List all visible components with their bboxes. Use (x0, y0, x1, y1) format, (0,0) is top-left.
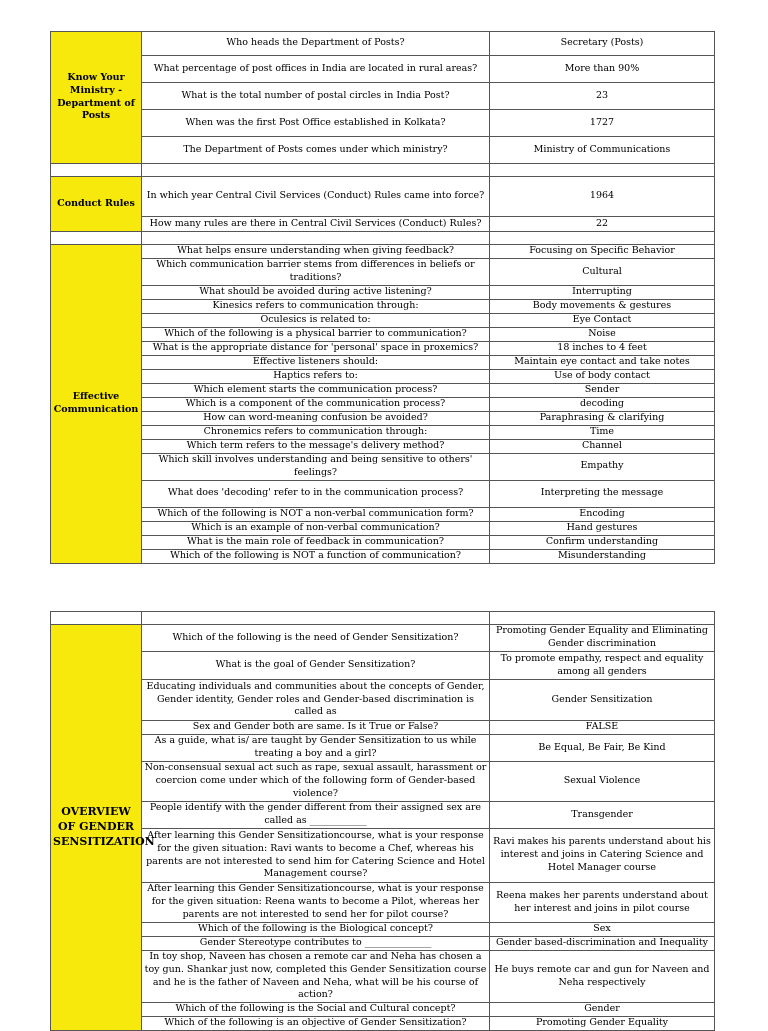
question-cell[interactable]: The Department of Posts comes under which ministry? (142, 137, 490, 164)
table-row (51, 356, 715, 370)
table-row (51, 342, 715, 356)
answer-cell[interactable]: Focusing on Specific Behavior (490, 245, 715, 259)
answer-cell[interactable]: Paraphrasing & clarifying (490, 412, 715, 426)
question-cell[interactable]: Which communication barrier stems from differences in beliefs or traditions? (142, 259, 490, 286)
table-row (51, 328, 715, 342)
table-row (51, 286, 715, 300)
table-row (51, 951, 715, 1003)
question-cell[interactable]: In toy shop, Naveen has chosen a remote car and Neha has chosen a toy gun. Shankar just now, completed this Gender Sensitization course and he is the father of Naveen and Neha, what will be his course of action? (142, 951, 490, 1003)
category-cell[interactable]: Conduct Rules (51, 177, 142, 232)
question-cell[interactable]: Effective listeners should: (142, 356, 490, 370)
quiz-table-1 (50, 31, 715, 564)
answer-cell[interactable]: decoding (490, 398, 715, 412)
answer-cell[interactable]: He buys remote car and gun for Naveen and Neha respectively (490, 951, 715, 1003)
answer-cell[interactable]: Ravi makes his parents understand about his interest and joins in Catering Science and Hotel Manager course (490, 829, 715, 883)
question-cell[interactable]: Haptics refers to: (142, 370, 490, 384)
table-row (51, 802, 715, 829)
table-row (51, 454, 715, 481)
answer-cell[interactable]: Misunderstanding (490, 549, 715, 563)
table-row (51, 245, 715, 259)
question-cell[interactable]: Which element starts the communication process? (142, 384, 490, 398)
table-row (51, 549, 715, 563)
category-cell[interactable]: Effective Communication (51, 245, 142, 564)
answer-cell[interactable]: Maintain eye contact and take notes (490, 356, 715, 370)
answer-cell[interactable]: 22 (490, 217, 715, 232)
table-row (51, 300, 715, 314)
answer-cell[interactable]: Ministry of Communications (490, 137, 715, 164)
answer-cell[interactable]: Secretary (Posts) (490, 32, 715, 56)
table-row (51, 652, 715, 680)
blank-cell[interactable] (51, 612, 142, 625)
answer-cell[interactable]: Time (490, 426, 715, 440)
question-cell[interactable]: Educating individuals and communities about the concepts of Gender, Gender identity, Gender roles and Gender-based discrimination is called as (142, 680, 490, 721)
answer-cell[interactable]: FALSE (490, 721, 715, 735)
table-row (51, 370, 715, 384)
question-cell[interactable]: Oculesics is related to: (142, 314, 490, 328)
table-row (51, 259, 715, 286)
question-cell[interactable]: After learning this Gender Sensitizationcourse, what is your response for the given situation: Ravi wants to become a Chef, whereas his parents are not interested to send him for Catering Science and Hotel Management course? (142, 829, 490, 883)
answer-cell[interactable]: Gender (490, 1003, 715, 1017)
question-cell[interactable]: What helps ensure understanding when giving feedback? (142, 245, 490, 259)
answer-cell[interactable]: Eye Contact (490, 314, 715, 328)
answer-cell[interactable]: To promote empathy, respect and equality among all genders (490, 652, 715, 680)
table-row (51, 217, 715, 232)
answer-cell[interactable]: 1727 (490, 110, 715, 137)
question-cell[interactable]: Which skill involves understanding and being sensitive to others' feelings? (142, 454, 490, 481)
question-cell[interactable]: In which year Central Civil Services (Conduct) Rules came into force? (142, 177, 490, 217)
question-cell[interactable]: People identify with the gender different from their assigned sex are called as ____________ (142, 802, 490, 829)
blank-cell[interactable] (142, 164, 490, 177)
answer-cell[interactable]: Promoting Gender Equality and Eliminating Gender discrimination (490, 625, 715, 652)
answer-cell[interactable]: Hand gestures (490, 521, 715, 535)
question-cell[interactable]: Non-consensual sexual act such as rape, sexual assault, harassment or coercion come under which of the following form of Gender-based violence? (142, 762, 490, 802)
table-row (51, 1017, 715, 1031)
blank-cell[interactable] (490, 232, 715, 245)
answer-cell[interactable]: Sex (490, 923, 715, 937)
table-row (51, 521, 715, 535)
answer-cell[interactable]: Sexual Violence (490, 762, 715, 802)
answer-cell[interactable]: Use of body contact (490, 370, 715, 384)
table-row (51, 762, 715, 802)
question-cell[interactable]: Which of the following is a physical barrier to communication? (142, 328, 490, 342)
answer-cell[interactable]: Cultural (490, 259, 715, 286)
answer-cell[interactable]: Sender (490, 384, 715, 398)
question-cell[interactable]: Sex and Gender both are same. Is it True or False? (142, 721, 490, 735)
question-cell[interactable]: What is the goal of Gender Sensitization? (142, 652, 490, 680)
question-cell[interactable]: What is the appropriate distance for 'personal' space in proxemics? (142, 342, 490, 356)
answer-cell[interactable]: Interpreting the message (490, 480, 715, 507)
answer-cell[interactable]: Be Equal, Be Fair, Be Kind (490, 735, 715, 762)
table-row (51, 937, 715, 951)
answer-cell[interactable]: Gender based-discrimination and Inequality (490, 937, 715, 951)
question-cell[interactable]: Which of the following is an objective of Gender Sensitization? (142, 1017, 490, 1031)
question-cell[interactable]: Which of the following is NOT a function of communication? (142, 549, 490, 563)
question-cell[interactable]: Kinesics refers to communication through: (142, 300, 490, 314)
table-row (51, 32, 715, 56)
question-cell[interactable]: Which of the following is NOT a non-verbal communication form? (142, 507, 490, 521)
question-cell[interactable]: What is the main role of feedback in communication? (142, 535, 490, 549)
quiz-table-2 (50, 611, 715, 1031)
question-cell[interactable]: Which of the following is the Biological concept? (142, 923, 490, 937)
answer-cell[interactable]: Reena makes her parents understand about her interest and joins in pilot course (490, 883, 715, 923)
question-cell[interactable]: Which is a component of the communication process? (142, 398, 490, 412)
table-row (51, 507, 715, 521)
table-row (51, 480, 715, 507)
table-row (51, 535, 715, 549)
question-cell[interactable]: Who heads the Department of Posts? (142, 32, 490, 56)
table-row (51, 1003, 715, 1017)
table-row (51, 883, 715, 923)
table-row (51, 426, 715, 440)
table-row (51, 384, 715, 398)
question-cell[interactable]: Gender Stereotype contributes to ______________ (142, 937, 490, 951)
question-cell[interactable]: After learning this Gender Sensitizationcourse, what is your response for the given situation: Reena wants to become a Pilot, whereas her parents are not interested to send her for pilot course? (142, 883, 490, 923)
question-cell[interactable]: What does 'decoding' refer to in the communication process? (142, 480, 490, 507)
table-row (51, 398, 715, 412)
answer-cell[interactable]: Confirm understanding (490, 535, 715, 549)
question-cell[interactable]: Chronemics refers to communication through: (142, 426, 490, 440)
question-cell[interactable]: Which of the following is the Social and Cultural concept? (142, 1003, 490, 1017)
table-row (51, 56, 715, 83)
answer-cell[interactable]: Promoting Gender Equality (490, 1017, 715, 1031)
blank-cell[interactable] (490, 612, 715, 625)
question-cell[interactable]: When was the first Post Office established in Kolkata? (142, 110, 490, 137)
answer-cell[interactable]: Empathy (490, 454, 715, 481)
answer-cell[interactable]: Body movements & gestures (490, 300, 715, 314)
blank-row (51, 164, 715, 177)
question-cell[interactable]: What should be avoided during active listening? (142, 286, 490, 300)
question-cell[interactable]: Which of the following is the need of Gender Sensitization? (142, 625, 490, 652)
answer-cell[interactable]: More than 90% (490, 56, 715, 83)
category-cell[interactable]: Know Your Ministry - Department of Posts (51, 32, 142, 164)
answer-cell[interactable]: Gender Sensitization (490, 680, 715, 721)
answer-cell[interactable]: Encoding (490, 507, 715, 521)
table-row (51, 735, 715, 762)
table-row (51, 177, 715, 217)
answer-cell[interactable]: Channel (490, 440, 715, 454)
answer-cell[interactable]: Interrupting (490, 286, 715, 300)
answer-cell[interactable]: Noise (490, 328, 715, 342)
answer-cell[interactable]: 23 (490, 83, 715, 110)
table-row (51, 625, 715, 652)
question-cell[interactable]: As a guide, what is/ are taught by Gender Sensitization to us while treating a boy and a girl? (142, 735, 490, 762)
category-cell[interactable]: OVERVIEW OF GENDER SENSITIZATION (51, 625, 142, 1031)
blank-cell[interactable] (142, 232, 490, 245)
table-row (51, 440, 715, 454)
answer-cell[interactable]: Transgender (490, 802, 715, 829)
question-cell[interactable]: How can word-meaning confusion be avoided? (142, 412, 490, 426)
blank-row (51, 232, 715, 245)
blank-cell[interactable] (51, 164, 142, 177)
table-row (51, 412, 715, 426)
question-cell[interactable]: What percentage of post offices in India are located in rural areas? (142, 56, 490, 83)
question-cell[interactable]: What is the total number of postal circles in India Post? (142, 83, 490, 110)
blank-cell[interactable] (490, 164, 715, 177)
table-row (51, 137, 715, 164)
blank-cell[interactable] (142, 612, 490, 625)
question-cell[interactable]: Which is an example of non-verbal communication? (142, 521, 490, 535)
blank-row (51, 612, 715, 625)
table-row (51, 83, 715, 110)
table-row (51, 923, 715, 937)
answer-cell[interactable]: 1964 (490, 177, 715, 217)
answer-cell[interactable]: 18 inches to 4 feet (490, 342, 715, 356)
table-row (51, 314, 715, 328)
table-row (51, 721, 715, 735)
table-row (51, 110, 715, 137)
blank-cell[interactable] (51, 232, 142, 245)
question-cell[interactable]: Which term refers to the message's delivery method? (142, 440, 490, 454)
table-row (51, 829, 715, 883)
question-cell[interactable]: How many rules are there in Central Civil Services (Conduct) Rules? (142, 217, 490, 232)
table-row (51, 680, 715, 721)
